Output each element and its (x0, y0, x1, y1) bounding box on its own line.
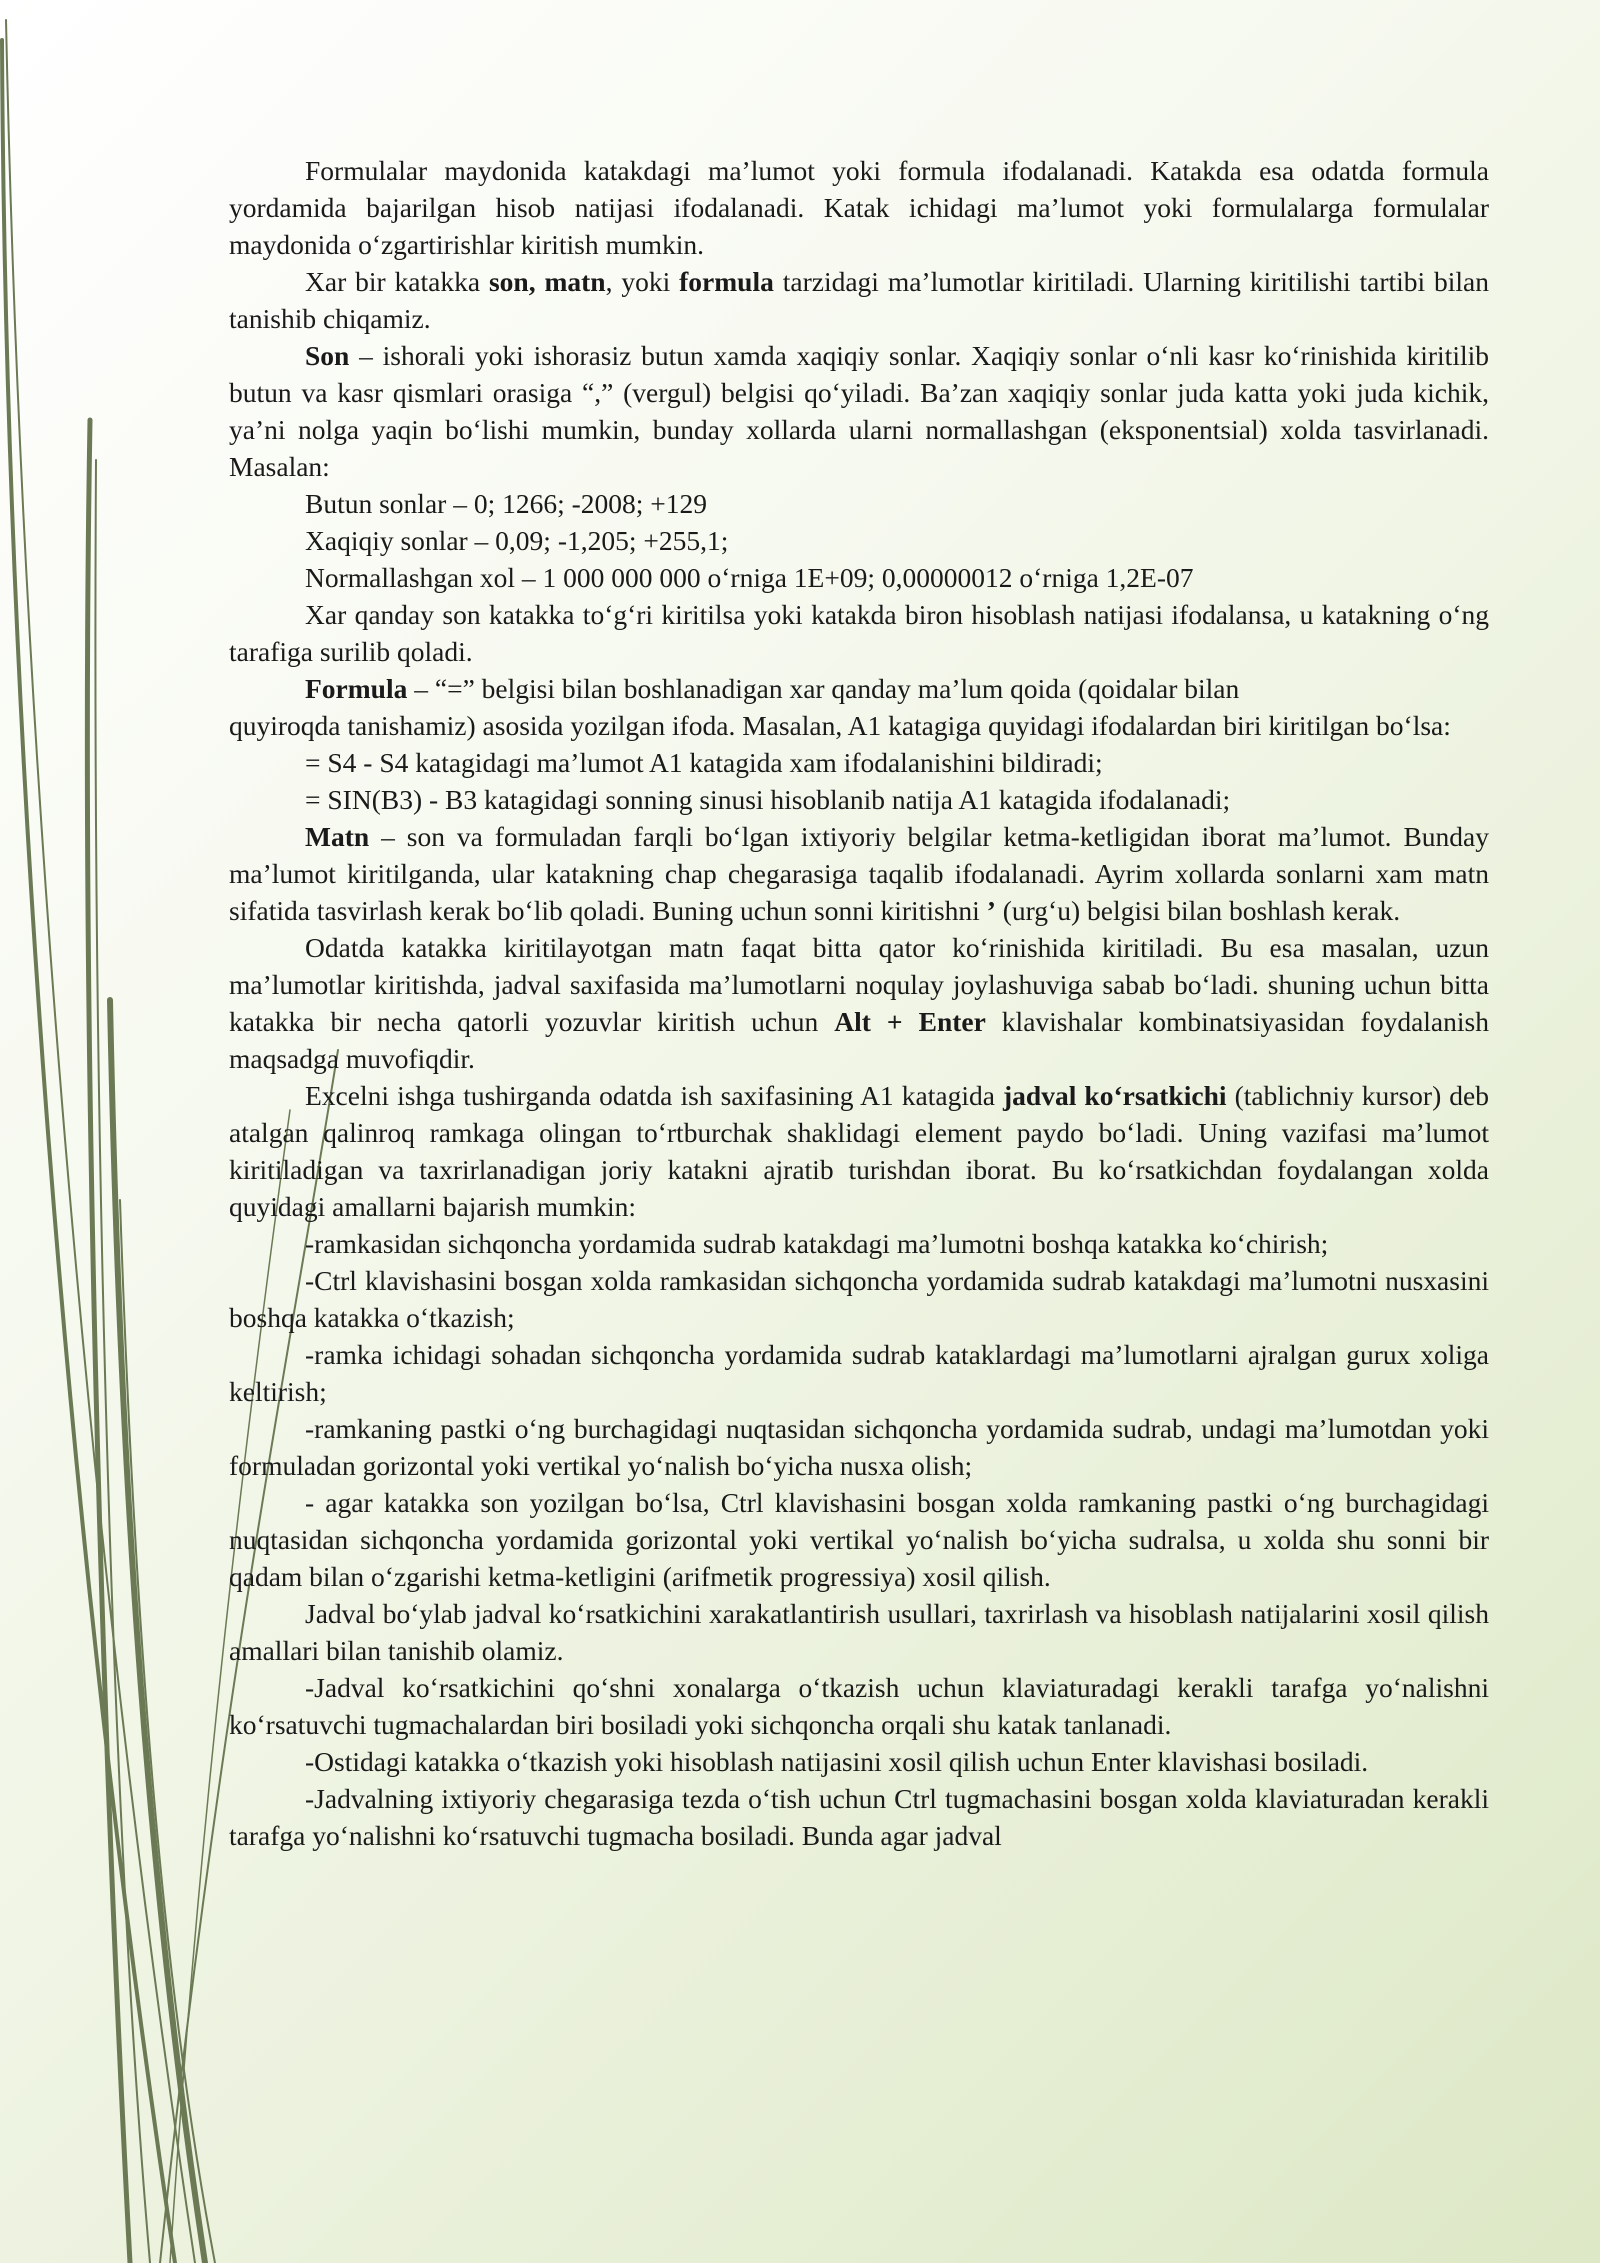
paragraph (229, 1484, 1489, 1595)
paragraph (229, 744, 1489, 781)
document-body (229, 152, 1489, 1854)
text-run: -Ctrl klavishasini bosgan xolda ramkasidan sichqoncha yordamida sudrab katakdagi ma’lumotni nusxasini boshqa katakka o‘tkazish; (229, 1265, 1489, 1333)
paragraph (229, 485, 1489, 522)
text-run: -ramkasidan sichqoncha yordamida sudrab katakdagi ma’lumotni boshqa katakka ko‘chirish; (305, 1228, 1329, 1259)
text-run: – ishorali yoki ishorasiz butun xamda xaqiqiy sonlar. Xaqiqiy sonlar o‘nli kasr ko‘rinishida kiritilib butun va kasr qismlari orasiga “,” (vergul) belgisi qo‘yiladi. Ba’zan xaqiqiy sonlar juda katta yoki juda kichik, ya’ni nolga yaqin bo‘lishi mumkin, bunday xollarda ularni normallashgan (eksponentsial) xolda tasvirlanadi. Masalan: (229, 340, 1489, 482)
text-run: Odatda katakka kiritilayotgan matn faqat bitta qator ko‘rinishida kiritiladi. Bu esa masalan, uzun ma’lumotlar kiritishda, jadval saxifasida ma’lumotlarni noqulay joylashuviga sabab bo‘ladi. shuning uchun bitta katakka bir necha qatorli yozuvlar kiritish uchun (229, 932, 1489, 1037)
decor-line-3 (87, 420, 130, 2263)
paragraph (229, 707, 1489, 744)
text-run: Butun sonlar – 0; 1266; -2008; +129 (305, 488, 708, 519)
text-run: Formulalar maydonida katakdagi ma’lumot yoki formula ifodalanadi. Katakda esa odatda formula yordamida bajarilgan hisob natijasi ifodalanadi. Katak ichidagi ma’lumot yoki formulalarga formulalar maydonida o‘zgartirishlar kiritish mumkin. (229, 155, 1489, 260)
text-run: tarzidagi ma’lumotlar kiritiladi. Ularning kiritilishi tartibi bilan tanishib chiqamiz. (229, 266, 1490, 334)
text-run: – “=” belgisi bilan boshlanadigan xar qanday ma’lum qoida (qoidalar bilan (407, 673, 1240, 704)
paragraph (229, 1336, 1489, 1410)
text-run: Xaqiqiy sonlar – 0,09; -1,205; +255,1; (305, 525, 729, 556)
decor-line-4 (95, 460, 150, 2263)
bold-term: Son (305, 340, 350, 371)
decor-line-5 (110, 1000, 205, 2263)
paragraph (229, 1077, 1489, 1225)
bold-term: son, matn (488, 266, 606, 297)
paragraph (229, 337, 1489, 485)
text-run: = SIN(B3) - B3 katagidagi sonning sinusi hisoblanib natija A1 katagida ifodalanadi; (305, 784, 1231, 815)
text-run: - agar katakka son yozilgan bo‘lsa, Ctrl klavishasini bosgan xolda ramkaning pastki o‘ng burchagidagi nuqtasidan sichqoncha yordamida gorizontal yoki vertikal yo‘nalish bo‘yicha sudralsa, u xolda shu sonni bir qadam bilan o‘zgarishi ketma-ketligini (arifmetik progressiya) xosil qilish. (229, 1487, 1489, 1592)
text-run: Excelni ishga tushirganda odatda ish saxifasining A1 katagida (305, 1080, 1003, 1111)
text-run: Jadval bo‘ylab jadval ko‘rsatkichini xarakatlantirish usullari, taxrirlash va hisoblash natijalarini xosil qilish amallari bilan tanishib olamiz. (229, 1598, 1489, 1666)
text-run: klavishalar kombinatsiyasidan foydalanish maqsadga muvofiqdir. (229, 1006, 1489, 1074)
paragraph (229, 929, 1489, 1077)
text-run: Xar bir katakka (305, 266, 489, 297)
paragraph (229, 263, 1489, 337)
paragraph (229, 522, 1489, 559)
bold-term: ’ (986, 895, 996, 926)
text-run: – son va formuladan farqli bo‘lgan ixtiyoriy belgilar ketma-ketligidan iborat ma’lumot. Bunday ma’lumot kiritilganda, ular katakning chap chegarasiga taqalib ifodalanadi. Ayrim xollarda sonlarni xam matn sifatida tasvirlash kerak bo‘lib qoladi. Buning uchun sonni kiritishni (229, 821, 1489, 926)
decor-line-6 (120, 1200, 215, 2263)
bold-term: Matn (305, 821, 370, 852)
paragraph (229, 1225, 1489, 1262)
bold-term: Formula (305, 673, 408, 704)
text-run: , yoki (605, 266, 680, 297)
text-run: -Ostidagi katakka o‘tkazish yoki hisoblash natijasini xosil qilish uchun Enter klavishasi bosiladi. (305, 1746, 1369, 1777)
text-run: -Jadvalning ixtiyoriy chegarasiga tezda o‘tish uchun Ctrl tugmachasini bosgan xolda klaviaturadan kerakli tarafga yo‘nalishni ko‘rsatuvchi tugmacha bosiladi. Bunda agar jadval (229, 1783, 1489, 1851)
paragraph (229, 1595, 1489, 1669)
text-run: (tablichniy kursor) deb atalgan qalinroq ramkaga olingan to‘rtburchak shaklidagi element paydo bo‘ladi. Uning vazifasi ma’lumot kiritiladigan va taxrirlanadigan joriy katakni ajratib turishdan iborat. Bu ko‘rsatkichdan foydalangan xolda quyidagi amallarni bajarish mumkin: (229, 1080, 1490, 1222)
paragraph (229, 670, 1489, 707)
paragraph (229, 1262, 1489, 1336)
bold-term: jadval ko‘rsatkichi (1003, 1080, 1227, 1111)
paragraph (229, 781, 1489, 818)
paragraph (229, 1669, 1489, 1743)
bold-term: formula (679, 266, 774, 297)
text-run: -Jadval ko‘rsatkichini qo‘shni xonalarga o‘tkazish uchun klaviaturadagi kerakli tarafga yo‘nalishni ko‘rsatuvchi tugmachalardan biri bosiladi yoki sichqoncha orqali shu katak tanlanadi. (229, 1672, 1489, 1740)
paragraph (229, 559, 1489, 596)
paragraph (229, 1410, 1489, 1484)
text-run: = S4 - S4 katagidagi ma’lumot A1 katagida xam ifodalanishini bildiradi; (305, 747, 1103, 778)
bold-term: Alt + Enter (834, 1006, 986, 1037)
text-run: Xar qanday son katakka to‘g‘ri kiritilsa yoki katakda biron hisoblash natijasi ifodalansa, u katakning o‘ng tarafiga surilib qoladi. (229, 599, 1489, 667)
text-run: -ramka ichidagi sohadan sichqoncha yordamida sudrab kataklardagi ma’lumotlarni ajralgan gurux xoliga keltirish; (229, 1339, 1489, 1407)
paragraph (229, 596, 1489, 670)
text-run: Normallashgan xol – 1 000 000 000 o‘rniga 1E+09; 0,00000012 o‘rniga 1,2E-07 (305, 562, 1194, 593)
text-run: (urg‘u) belgisi bilan boshlash kerak. (995, 895, 1401, 926)
decor-line-1 (2, 40, 175, 2263)
paragraph (229, 818, 1489, 929)
paragraph (229, 1780, 1489, 1854)
decor-line-2 (6, 20, 195, 2263)
text-run: quyiroqda tanishamiz) asosida yozilgan ifoda. Masalan, A1 katagiga quyidagi ifodalardan biri kiritilgan bo‘lsa: (229, 710, 1451, 741)
paragraph (229, 152, 1489, 263)
paragraph (229, 1743, 1489, 1780)
text-run: -ramkaning pastki o‘ng burchagidagi nuqtasidan sichqoncha yordamida sudrab, undagi ma’lumotdan yoki formuladan gorizontal yoki vertikal yo‘nalish bo‘yicha nusxa olish; (229, 1413, 1489, 1481)
